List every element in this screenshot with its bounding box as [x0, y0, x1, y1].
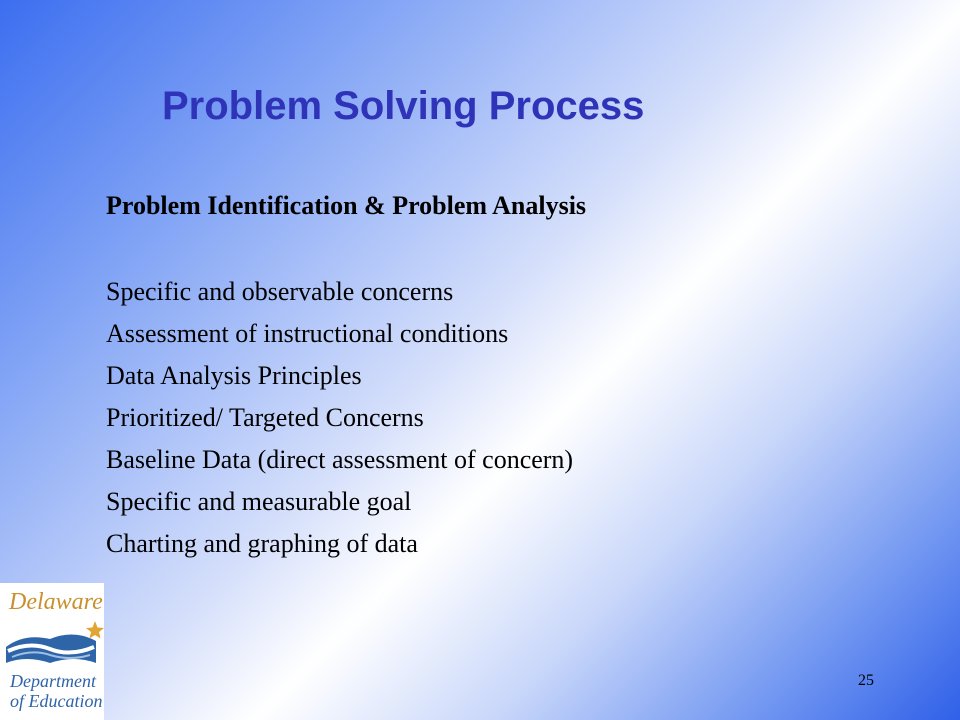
star-icon [86, 621, 104, 639]
book-river-icon [4, 619, 104, 669]
logo-text-of-education: of Education [10, 691, 103, 711]
slide-title: Problem Solving Process [162, 84, 645, 128]
list-item: Baseline Data (direct assessment of concern) [106, 445, 574, 474]
list-item: Assessment of instructional conditions [106, 319, 509, 348]
delaware-doe-logo [0, 583, 104, 720]
list-item: Charting and graphing of data [106, 529, 418, 558]
list-item: Specific and observable concerns [106, 277, 454, 306]
slide-subtitle: Problem Identification & Problem Analysis [106, 191, 587, 220]
list-item: Prioritized/ Targeted Concerns [106, 403, 424, 432]
list-item: Specific and measurable goal [106, 487, 412, 516]
page-number: 25 [858, 672, 874, 689]
list-item: Data Analysis Principles [106, 361, 362, 390]
bullet-list [106, 275, 573, 569]
logo-text-delaware: Delaware [9, 589, 103, 615]
logo-text-department: Department [10, 671, 96, 691]
